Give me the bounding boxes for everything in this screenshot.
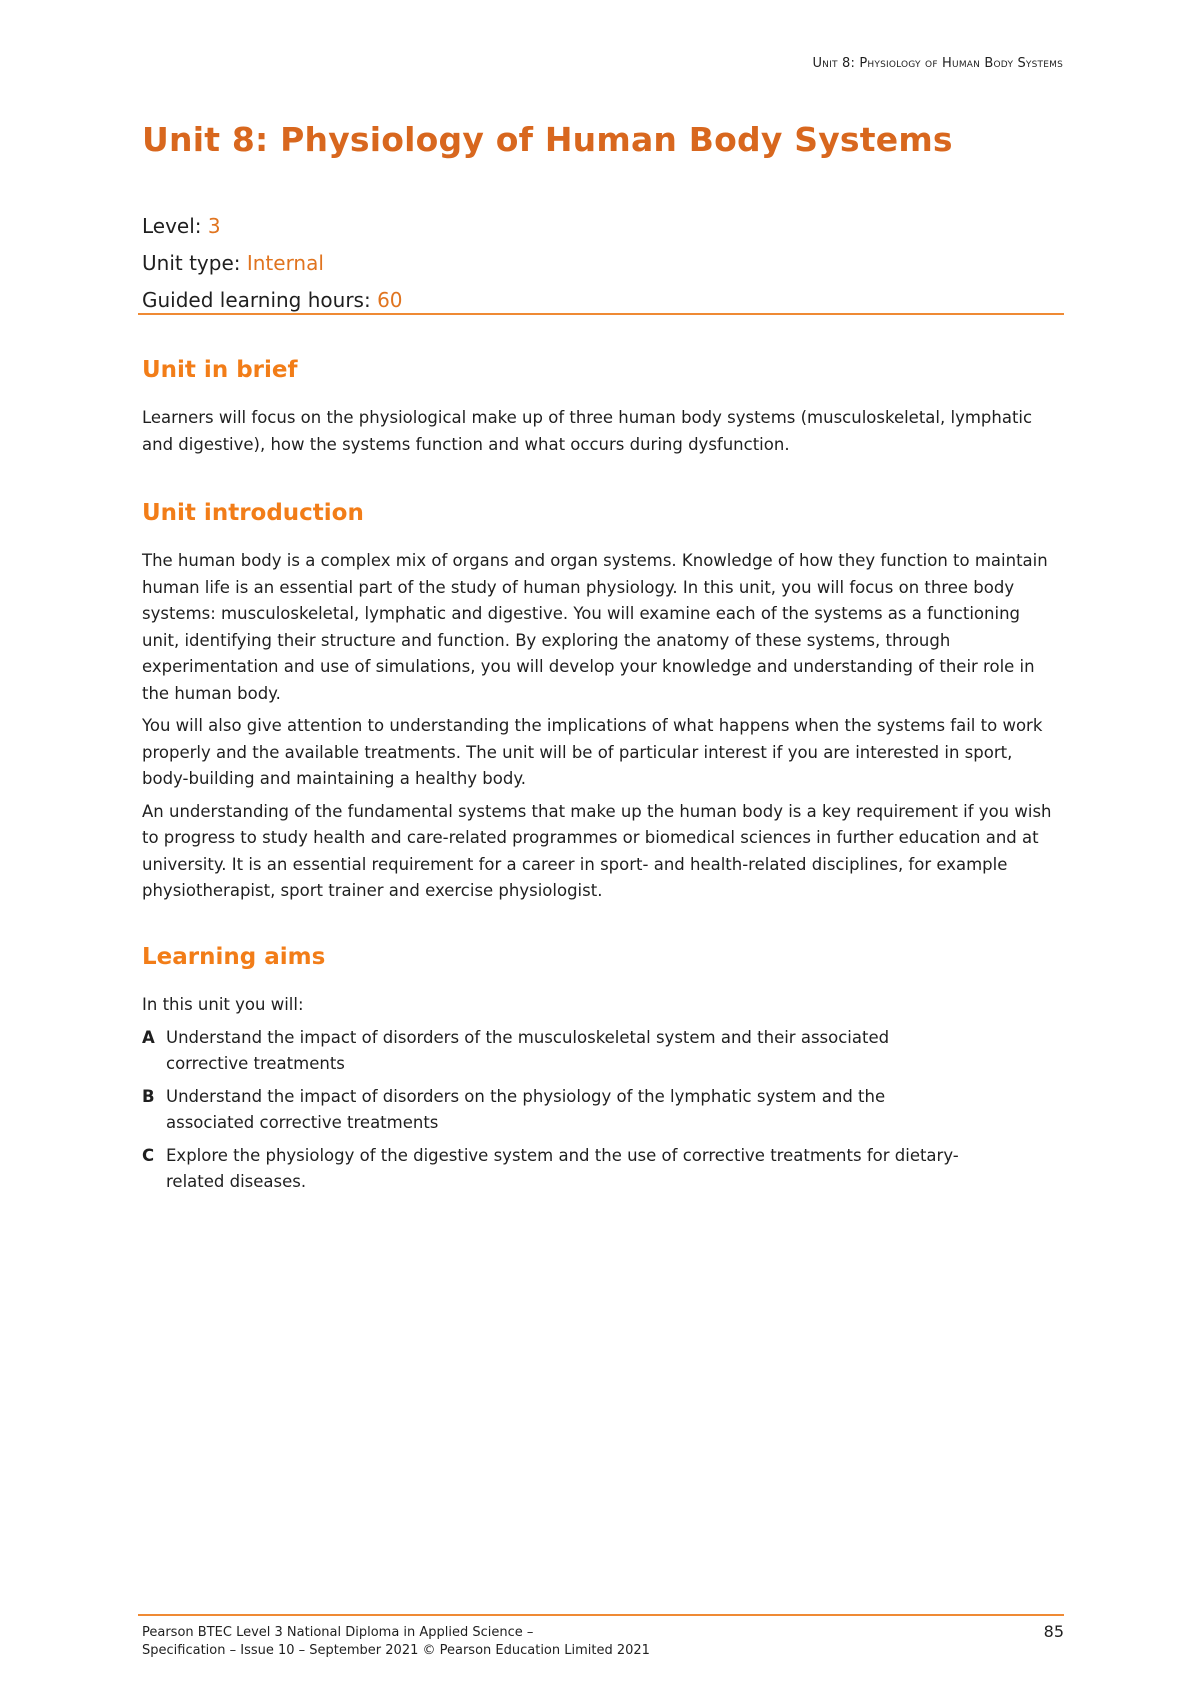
running-header: Unit 8: Physiology of Human Body Systems xyxy=(812,56,1063,71)
level-line xyxy=(142,208,403,245)
unit-meta xyxy=(142,208,403,319)
learning-aims-section xyxy=(142,944,1062,1202)
aim-text: Explore the physiology of the digestive system and the use of corrective treatments for dietary-related diseases. xyxy=(166,1145,959,1191)
page-footer xyxy=(142,1624,650,1660)
learning-aims-heading: Learning aims xyxy=(142,944,326,970)
unit-in-brief-section xyxy=(142,357,1062,464)
footer-divider xyxy=(138,1614,1064,1616)
intro-paragraph-2: You will also give attention to understanding the implications of what happens when the systems fail to work properly and the available treatments. The unit will be of particular interest if you are interested in sport, body-building and maintaining a healthy body. xyxy=(142,716,1043,788)
learning-aims-list xyxy=(142,1025,1062,1196)
intro-paragraph-3: An understanding of the fundamental systems that make up the human body is a key requirement if you wish to progress to study health and care-related programmes or biomedical sciences in further education and at university. It is an essential requirement for a career in sport- and health-related disciplines, for example physiotherapist, sport trainer and exercise physiologist. xyxy=(142,801,1052,900)
unit-introduction-section xyxy=(142,500,1062,911)
unit-introduction-heading: Unit introduction xyxy=(142,500,364,526)
unit-type-value: Internal xyxy=(246,251,324,275)
header-divider xyxy=(138,313,1064,315)
footer-line-2: Specification – Issue 10 – September 2021 © Pearson Education Limited 2021 xyxy=(142,1643,650,1658)
aim-letter: C xyxy=(142,1145,155,1165)
aim-text: Understand the impact of disorders on the physiology of the lymphatic system and the associated corrective treatments xyxy=(166,1086,886,1132)
unit-in-brief-text: Learners will focus on the physiological make up of three human body systems (musculoskeletal, lymphatic and digestive), how the systems function and what occurs during dysfunction. xyxy=(142,408,1033,454)
page-number: 85 xyxy=(1043,1622,1064,1641)
aim-letter: B xyxy=(142,1086,155,1106)
learning-aim-item xyxy=(142,1025,1062,1078)
glh-value: 60 xyxy=(377,288,403,312)
aim-letter: A xyxy=(142,1027,155,1047)
page-title: Unit 8: Physiology of Human Body Systems xyxy=(142,120,953,159)
level-label: Level: xyxy=(142,214,208,238)
learning-aims-intro: In this unit you will: xyxy=(142,995,304,1014)
aim-text: Understand the impact of disorders of the musculoskeletal system and their associated corrective treatments xyxy=(166,1027,890,1073)
unit-in-brief-heading: Unit in brief xyxy=(142,357,298,383)
learning-aim-item xyxy=(142,1084,1062,1137)
learning-aim-item xyxy=(142,1143,1062,1196)
unit-type-line xyxy=(142,245,403,282)
footer-line-1: Pearson BTEC Level 3 National Diploma in Applied Science – xyxy=(142,1625,534,1640)
unit-type-label: Unit type: xyxy=(142,251,247,275)
glh-label: Guided learning hours: xyxy=(142,288,378,312)
intro-paragraph-1: The human body is a complex mix of organs and organ systems. Knowledge of how they function to maintain human life is an essential part of the study of human physiology. In this unit, you will focus on three body systems: musculoskeletal, lymphatic and digestive. You will examine each of the systems as a functioning unit, identifying their structure and function. By exploring the anatomy of these systems, through experimentation and use of simulations, you will develop your knowledge and understanding of their role in the human body. xyxy=(142,551,1048,703)
level-value: 3 xyxy=(207,214,221,238)
